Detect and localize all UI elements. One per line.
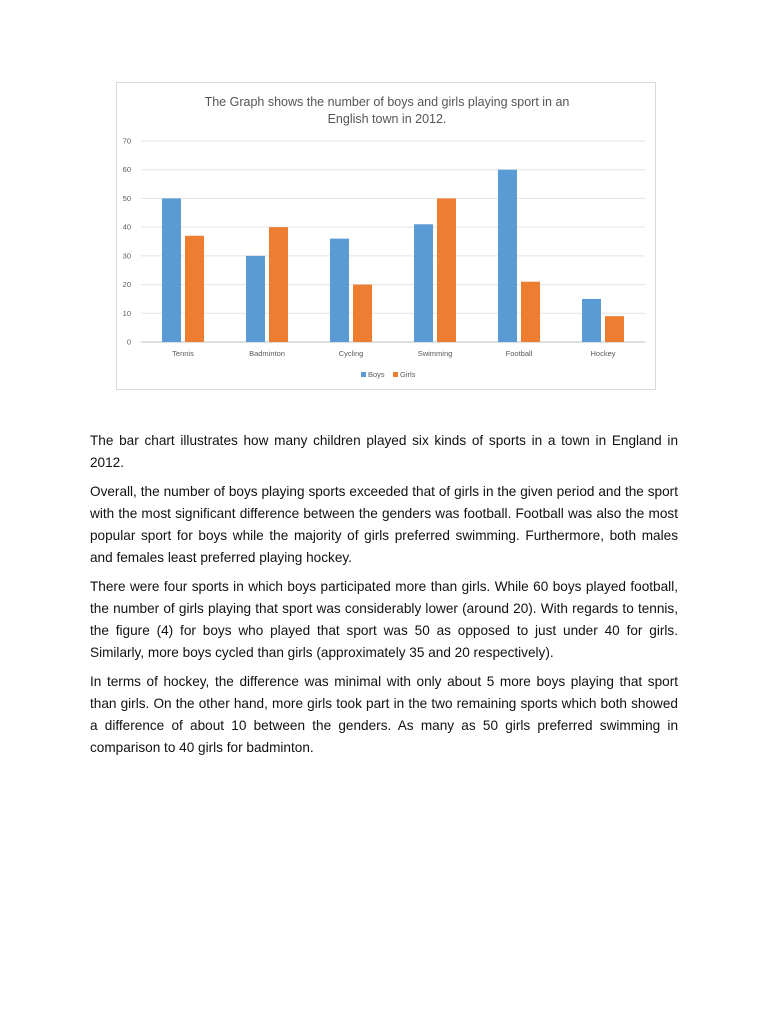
bar-girls-hockey bbox=[605, 316, 624, 342]
paragraph-intro: The bar chart illustrates how many children played six kinds of sports in a town in England in 2012. bbox=[90, 433, 678, 470]
legend-label-girls: Girls bbox=[400, 370, 416, 379]
x-category-label: Hockey bbox=[590, 349, 616, 358]
bar-girls-cycling bbox=[353, 285, 372, 342]
y-tick-label: 60 bbox=[122, 165, 131, 175]
bar-boys-football bbox=[498, 170, 517, 342]
x-category-label: Swimming bbox=[417, 349, 453, 358]
bar-boys-cycling bbox=[330, 239, 349, 342]
x-category-label: Tennis bbox=[172, 349, 194, 358]
x-category-label: Cycling bbox=[338, 349, 364, 358]
bar-girls-badminton bbox=[269, 227, 288, 342]
bar-boys-badminton bbox=[246, 256, 265, 342]
bar-boys-tennis bbox=[162, 198, 181, 342]
y-tick-label: 30 bbox=[122, 251, 131, 261]
paragraph-overview: Overall, the number of boys playing sports exceeded that of girls in the given period and the sport with the most significant difference between the genders was football. Football was also the most popular sport for boys while the majority of girls preferred swimming. Furthermore, both males and females least preferred playing hockey. bbox=[90, 484, 678, 565]
y-tick-label: 0 bbox=[126, 337, 131, 347]
chart-container bbox=[116, 82, 656, 390]
paragraph-boys-more: There were four sports in which boys participated more than girls. While 60 boys played football, the number of girls playing that sport was considerably lower (around 20). With regards to tennis, the figure (4) for boys who played that sport was 50 as opposed to just under 40 for girls. Similarly, more boys cycled than girls (approximately 35 and 20 respectively). bbox=[90, 579, 678, 660]
article-body bbox=[90, 430, 678, 766]
bar-boys-hockey bbox=[582, 299, 601, 342]
legend-label-boys: Boys bbox=[368, 370, 385, 379]
x-category-label: Football bbox=[505, 349, 533, 358]
y-tick-label: 50 bbox=[122, 193, 131, 203]
bar-boys-swimming bbox=[414, 224, 433, 342]
legend-swatch-boys bbox=[361, 372, 366, 377]
x-category-label: Badminton bbox=[249, 349, 285, 358]
bar-chart bbox=[117, 83, 657, 391]
y-tick-label: 10 bbox=[122, 308, 131, 318]
paragraph-girls-more: In terms of hockey, the difference was minimal with only about 5 more boys playing that sport than girls. On the other hand, more girls took part in the two remaining sports which both showed a difference of about 10 between the genders. As many as 50 girls preferred swimming in comparison to 40 girls for badminton. bbox=[90, 674, 678, 755]
legend-swatch-girls bbox=[393, 372, 398, 377]
y-tick-label: 40 bbox=[122, 222, 131, 232]
chart-title-line-1: The Graph shows the number of boys and girls playing sport in an bbox=[204, 95, 570, 109]
y-tick-label: 70 bbox=[122, 136, 131, 146]
bar-girls-football bbox=[521, 282, 540, 342]
y-tick-label: 20 bbox=[122, 280, 131, 290]
bar-girls-swimming bbox=[437, 198, 456, 342]
bar-girls-tennis bbox=[185, 236, 204, 342]
chart-title-line-2: English town in 2012. bbox=[327, 112, 447, 126]
